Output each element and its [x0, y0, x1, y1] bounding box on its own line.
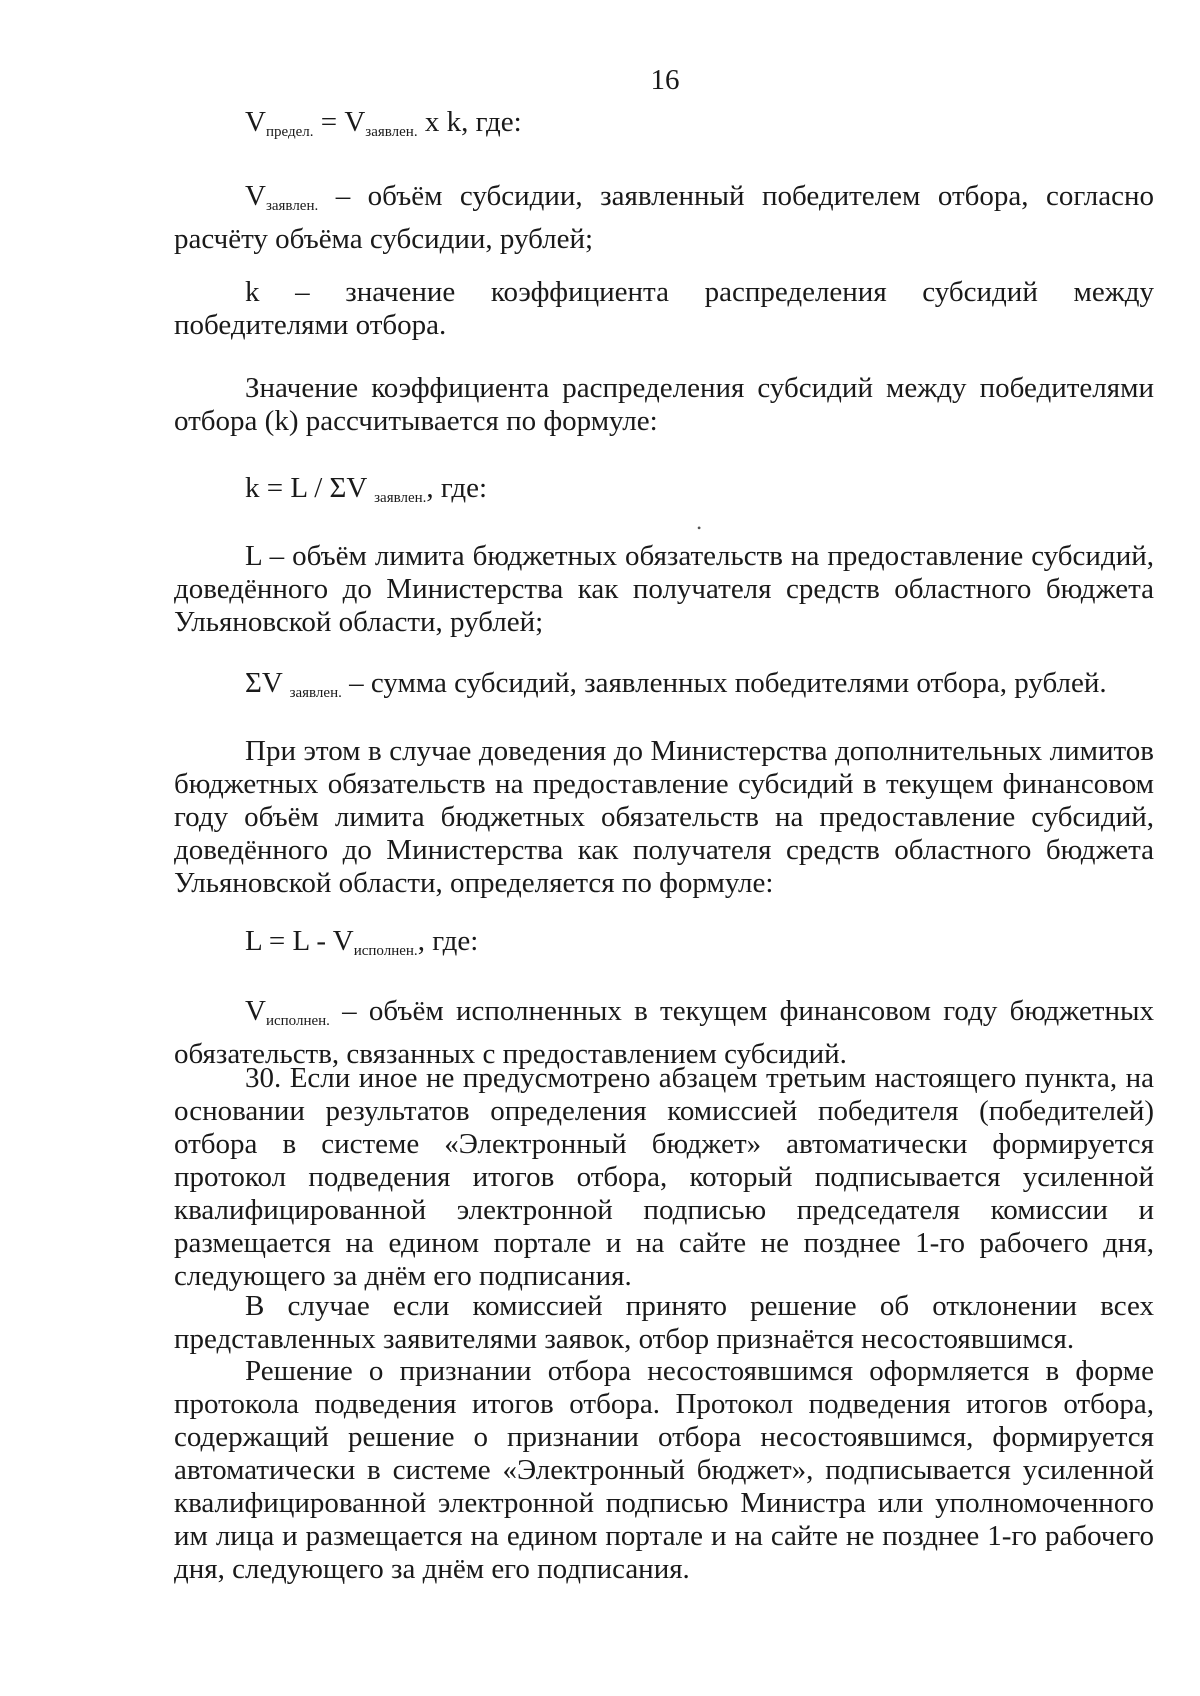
- definition-v-declared: $V_{заявлен.}$ – объём субсидии, заявленный победителем отбора, согласно расчёту объёма субсидии, рублей;: [174, 180, 1154, 255]
- paragraph-rejection: В случае если комиссией принято решение об отклонении всех представленных заявителями заявок, отбор признаётся несостоявшимся.: [174, 1290, 1154, 1355]
- additional-limits-paragraph: При этом в случае доведения до Министерства дополнительных лимитов бюджетных обязательств на предоставление субсидий в текущем финансовом году объём лимита бюджетных обязательств на предоставление субсидий, доведённого до Министерства как получателя средств областного бюджета Ульяновской области, определяется по формуле:: [174, 735, 1154, 899]
- paragraph-decision: Решение о признании отбора несостоявшимся оформляется в форме протокола подведения итогов отбора. Протокол подведения итогов отбора, содержащий решение о признании отбора несостоявшимся, формируется автоматически в системе «Электронный бюджет», подписывается усиленной квалифицированной электронной подписью Министра или уполномоченного им лица и размещается на едином портале и на сайте не позднее 1-го рабочего дня, следующего за днём его подписания.: [174, 1355, 1154, 1585]
- definition-k: k – значение коэффициента распределения субсидий между победителями отбора.: [174, 276, 1154, 341]
- formula-l: $L = L - V_{исполнен.}$, где:: [245, 925, 479, 959]
- k-intro-paragraph: Значение коэффициента распределения субсидий между победителями отбора (k) рассчитывается по формуле:: [174, 372, 1154, 437]
- paragraph-30: 30. Если иное не предусмотрено абзацем третьим настоящего пункта, на основании результатов определения комиссией победителя (победителей) отбора в системе «Электронный бюджет» автоматически формируется протокол подведения итогов отбора, который подписывается усиленной квалифицированной электронной подписью председателя комиссии и размещается на едином портале и на сайте не позднее 1-го рабочего дня, следующего за днём его подписания.: [174, 1062, 1154, 1292]
- formula-k: k = L / ΣV заявлен., где:: [245, 472, 488, 506]
- definition-sum-v: ΣV заявлен. – сумма субсидий, заявленных победителями отбора, рублей.: [245, 667, 1107, 701]
- page-number: 16: [650, 64, 680, 96]
- definition-v-executed: $V_{исполнен.}$ – объём исполненных в текущем финансовом году бюджетных обязательств, связанных с предоставлением субсидий.: [174, 995, 1154, 1070]
- formula-v-limit: $V_{предел.} = V_{заявлен.}$ x k, где:: [245, 106, 522, 140]
- scan-speck: •: [697, 521, 702, 535]
- definition-l: L – объём лимита бюджетных обязательств на предоставление субсидий, доведённого до Министерства как получателя средств областного бюджета Ульяновской области, рублей;: [174, 540, 1154, 638]
